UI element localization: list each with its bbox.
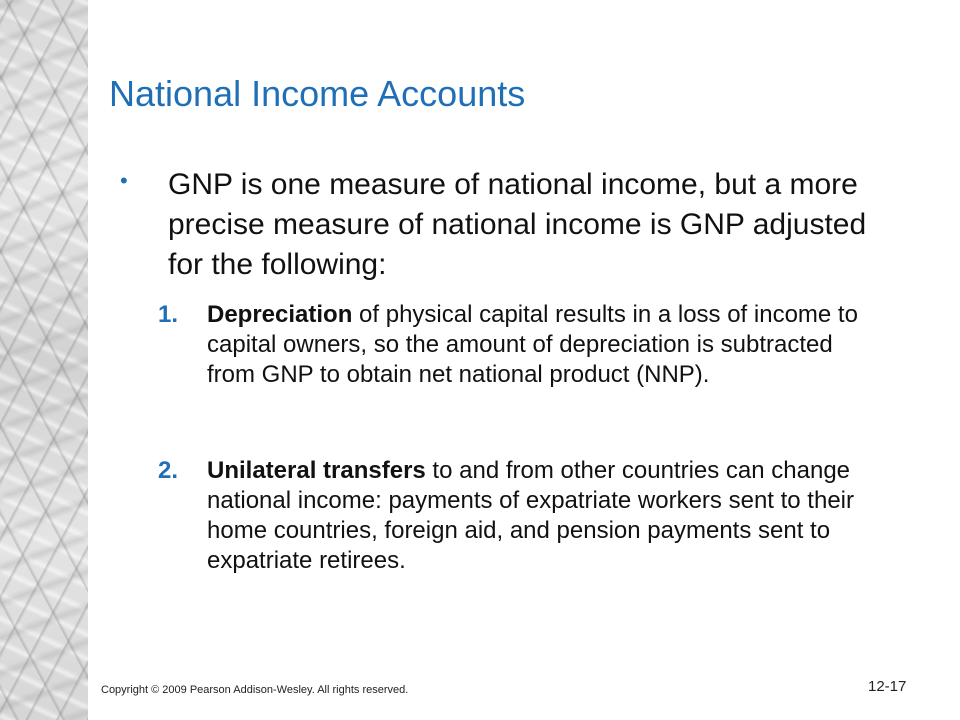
copyright-footer: Copyright © 2009 Pearson Addison-Wesley. All rights reserved. <box>101 684 409 696</box>
main-bullet-text: GNP is one measure of national income, but a more precise measure of national income is GNP adjusted for the following: <box>168 168 867 281</box>
slide-number: 12-17 <box>868 678 907 695</box>
bold-term: Unilateral transfers <box>207 457 426 484</box>
list-item-text <box>207 300 887 390</box>
list-item-text <box>207 456 887 576</box>
item-description: of physical capital results in a loss of income to capital owners, so the amount of depreciation is subtracted from GNP to obtain net national product (NNP). <box>207 301 858 388</box>
marble-sidebar-decoration <box>0 0 88 720</box>
bold-term: Depreciation <box>207 301 353 328</box>
bullet-marker: • <box>120 168 128 193</box>
slide-title: National Income Accounts <box>109 73 526 114</box>
item-description: to and from other countries can change national income: payments of expatriate workers sent to their home countries, foreign aid, and pension payments sent to expatriate retirees. <box>207 457 854 574</box>
list-item-number: 2. <box>158 457 179 484</box>
list-item-number: 1. <box>158 301 179 328</box>
